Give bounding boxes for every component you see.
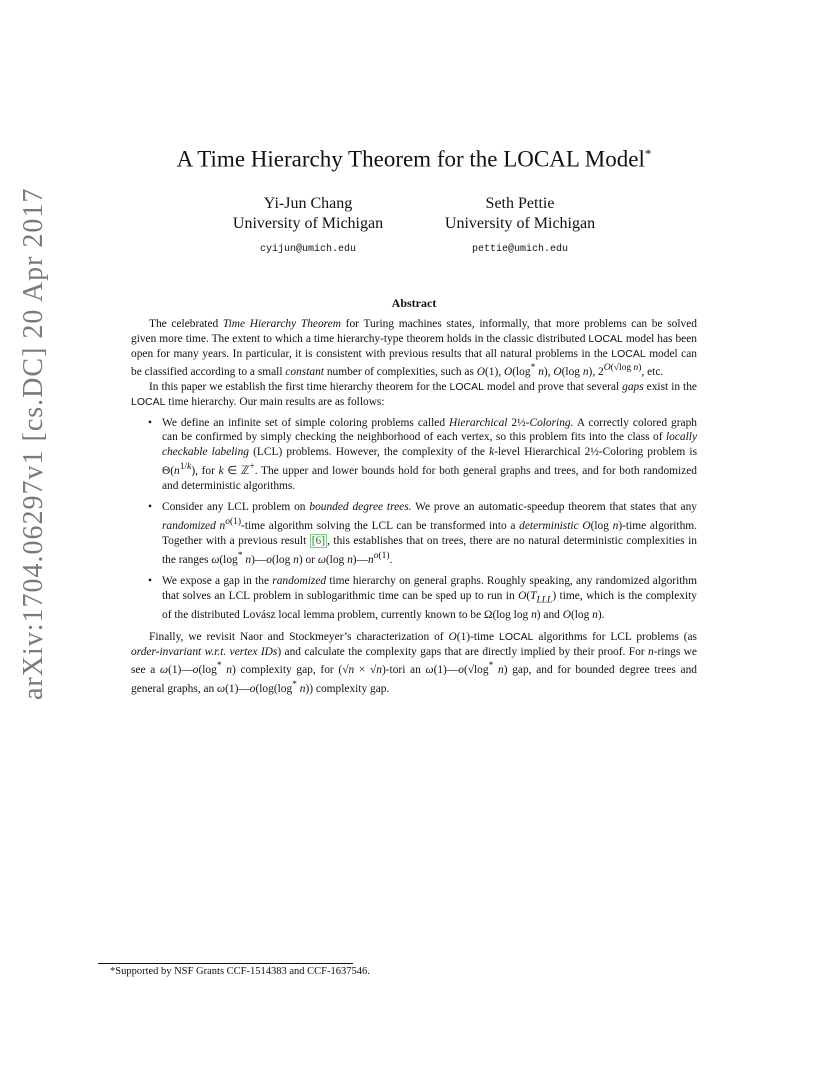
author-affiliation: University of Michigan xyxy=(232,215,384,232)
arxiv-side-stamp: arXiv:1704.06297v1 [cs.DC] 20 Apr 2017 xyxy=(18,187,49,700)
author-affiliation: University of Michigan xyxy=(444,215,596,232)
author-block-1 xyxy=(218,194,398,260)
title-footnote-mark: * xyxy=(644,146,652,161)
author-name: Yi-Jun Chang xyxy=(263,195,353,212)
abstract-heading: Abstract xyxy=(391,296,437,310)
abstract-paragraph-1: The celebrated Time Hierarchy Theorem for Turing machines states, informally, that more problems can be solved given more time. The extent to which a time hierarchy-type theorem holds in the classic distributed LOCAL model has been open for many years. In particular, it is consistent with previous results that all natural problems in the LOCAL model can be classified according to a small constant number of complexities, such as O(1), O(log* n), O(log n), $2^{O(√log n)}$, etc. xyxy=(131,318,697,379)
author-name: Seth Pettie xyxy=(485,195,555,212)
abstract-paragraph-3: Finally, we revisit Naor and Stockmeyer’s characterization of O(1)-time LOCAL algorithms for LCL problems (as order-invariant w.r.t. vertex IDs) and calculate the complexity gaps that are directly implied by their proof. For n-rings we see a ω(1)—o(log* n) complexity gap, for (√n × √n)-tori an ω(1)—o(√log* n) gap, and for bounded degree trees and general graphs, an ω(1)—o(log(log* n)) complexity gap. xyxy=(131,630,697,695)
abstract-paragraph-2: In this paper we establish the first time hierarchy theorem for the LOCAL model and prove that several gaps exist in the LOCAL time hierarchy. Our main results are as follows: xyxy=(131,380,697,408)
author-email[interactable]: pettie@umich.edu xyxy=(471,244,568,255)
author-block-2 xyxy=(430,194,610,260)
author-email[interactable]: cyijun@umich.edu xyxy=(259,244,356,255)
results-list xyxy=(131,416,697,623)
list-item: • Consider any LCL problem on bounded degree trees. We prove an automatic-speedup theorem that states that any randomized $n^{o(1)}$-time algorithm solving the LCL can be transformed into a deterministic O(log n)-time algorithm. Together with a previous result [6] , this establishes that on trees, there are no natural deterministic complexities in the ranges ω(log* n)—o(log n) or ω(log $n)—n^{o(1)}$. xyxy=(162,500,697,567)
citation-link[interactable]: [6] xyxy=(311,534,326,547)
list-item: • We expose a gap in the randomized time hierarchy on general graphs. Roughly speaking, any randomized algorithm that solves an LCL problem in sublogarithmic time can be sped up to run in $O(T_{LLL})$ time, which is the complexity of the distributed Lovász local lemma problem, currently known to be Ω(log log n) and O(log n). xyxy=(162,574,697,623)
abstract-body xyxy=(131,317,697,697)
footnote-rule xyxy=(98,963,353,964)
paper-title xyxy=(0,146,828,173)
footnote: *Supported by NSF Grants CCF-1514383 and CCF-1637546. xyxy=(110,966,370,977)
title-text: A Time Hierarchy Theorem for the LOCAL Model xyxy=(176,146,645,172)
list-item: • We define an infinite set of simple coloring problems called Hierarchical 2½-Coloring. A correctly colored graph can be confirmed by simply checking the neighborhood of each vertex, so this problem fits into the class of locally checkable labeling (LCL) problems. However, the complexity of the k-level Hierarchical 2½-Coloring problem is $\Theta(n^{1/k})$, for k ∈ ℤ+. The upper and lower bounds hold for both general graphs and trees, and for both randomized and deterministic algorithms. xyxy=(162,416,697,494)
